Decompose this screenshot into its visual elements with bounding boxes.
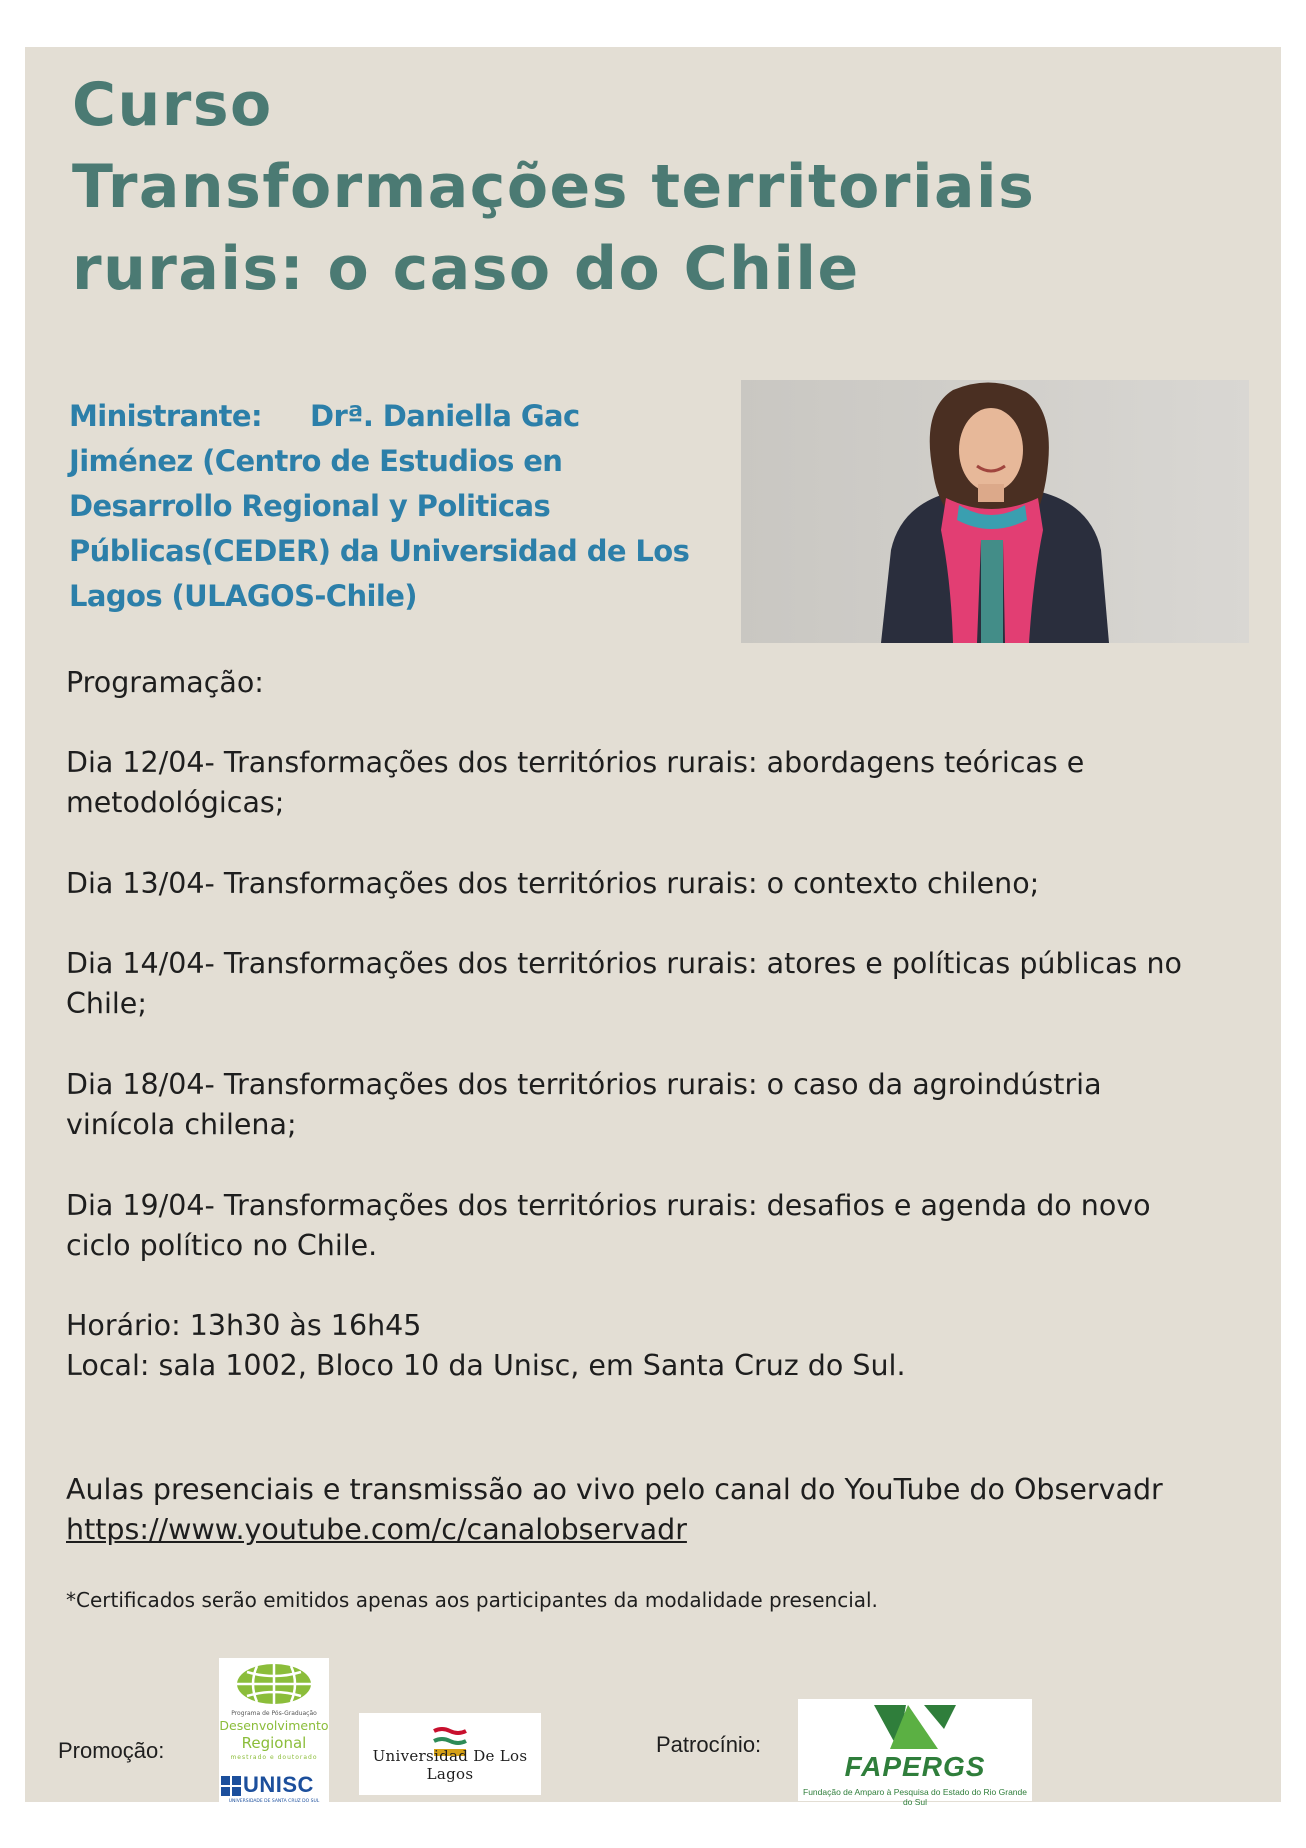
youtube-link[interactable]: https://www.youtube.com/c/canalobservadr <box>66 1513 687 1546</box>
unisc-program-label: Programa de Pós-Graduação <box>231 1710 317 1717</box>
program-heading: Programação: <box>66 666 264 699</box>
ulagos-logo <box>359 1713 541 1795</box>
instructor-info <box>69 394 719 619</box>
instructor-photo <box>741 380 1249 643</box>
fapergs-name: FAPERGS <box>844 1751 986 1782</box>
program-item-4-line-2: vinícola chilena; <box>66 1108 297 1141</box>
schedule-info <box>66 1306 906 1386</box>
ulagos-name: Universidad De Los Lagos <box>372 1747 528 1783</box>
program-item-5-line-2: ciclo político no Chile. <box>66 1229 378 1262</box>
schedule-location: Local: sala 1002, Bloco 10 da Unisc, em Santa Cruz do Sul. <box>66 1349 906 1382</box>
unisc-name: UNISC <box>243 1772 314 1797</box>
course-title <box>72 64 1035 310</box>
program-item-1-line-1: Dia 12/04- Transformações dos territórios rurais: abordagens teóricas e <box>66 746 1085 779</box>
certificate-note: *Certificados serão emitidos apenas aos participantes da modalidade presencial. <box>66 1588 878 1612</box>
program-item-3-line-1: Dia 14/04- Transformações dos territórios rurais: atores e políticas públicas no <box>66 947 1182 980</box>
program-item-5-line-1: Dia 19/04- Transformações dos territórios rurais: desafios e agenda do novo <box>66 1189 1151 1222</box>
fapergs-logo <box>798 1699 1032 1807</box>
fapergs-triangles-icon <box>874 1705 956 1751</box>
program-item-4 <box>66 1065 1236 1145</box>
program-item-4-line-1: Dia 18/04- Transformações dos territórios rurais: o caso da agroindústria <box>66 1068 1102 1101</box>
broadcast-text: Aulas presenciais e transmissão ao vivo pelo canal do YouTube do Observadr <box>66 1473 1163 1506</box>
unisc-mark-icon <box>221 1776 241 1796</box>
unisc-logo <box>219 1658 329 1804</box>
instructor-label: Ministrante: <box>69 399 262 433</box>
sponsor-label: Patrocínio: <box>656 1732 762 1757</box>
instructor-line-2: Jiménez (Centro de Estudios en <box>69 444 563 478</box>
promo-label: Promoção: <box>58 1738 165 1763</box>
program-item-3 <box>66 944 1236 1024</box>
unisc-degrees: mestrado e doutorado <box>230 1754 318 1761</box>
program-item-2-line-1: Dia 13/04- Transformações dos territórios rurais: o contexto chileno; <box>66 867 1040 900</box>
unisc-line-2: Regional <box>241 1734 307 1752</box>
program-item-1 <box>66 743 1236 823</box>
program-item-3-line-2: Chile; <box>66 987 147 1020</box>
instructor-name: Drª. Daniella Gac <box>309 399 580 433</box>
unisc-line-1: Desenvolvimento <box>219 1718 329 1733</box>
globe-icon <box>235 1662 313 1706</box>
unisc-university-label: UNIVERSIDADE DE SANTA CRUZ DO SUL <box>228 1799 320 1804</box>
schedule-time: Horário: 13h30 às 16h45 <box>66 1309 422 1342</box>
instructor-line-5: Lagos (ULAGOS-Chile) <box>69 579 417 613</box>
program-item-5 <box>66 1186 1236 1266</box>
program-item-2 <box>66 864 1236 904</box>
instructor-line-4: Públicas(CEDER) da Universidad de Los <box>69 534 690 568</box>
title-line-2: Transformações territoriais <box>72 152 1036 222</box>
instructor-line-3: Desarrollo Regional y Politicas <box>69 489 551 523</box>
title-line-1: Curso <box>72 70 273 140</box>
broadcast-info <box>66 1470 1163 1550</box>
program-item-1-line-2: metodológicas; <box>66 786 285 819</box>
fapergs-full-name: Fundação de Amparo à Pesquisa do Estado do Rio Grande do Sul <box>803 1787 1027 1807</box>
title-line-3: rurais: o caso do Chile <box>72 234 860 304</box>
